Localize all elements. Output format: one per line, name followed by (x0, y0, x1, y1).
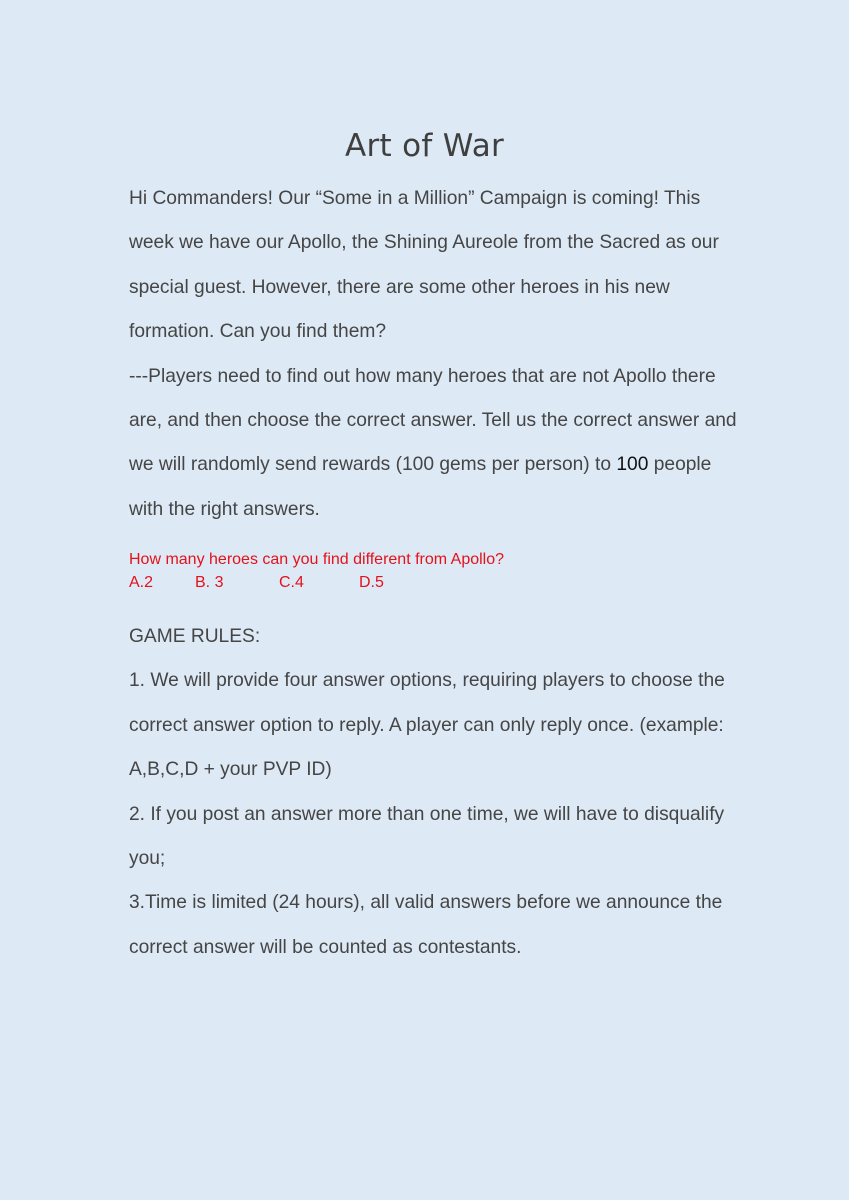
option-d: D.5 (359, 574, 384, 591)
rule-item-3: 3.Time is limited (24 hours), all valid answers before we announce the correct answer will be counted as contestants. (129, 892, 723, 958)
intro-paragraph-2 (129, 366, 737, 520)
rules-heading: GAME RULES: (129, 626, 261, 647)
rule-item-1: 1. We will provide four answer options, requiring players to choose the correct answer option to reply. A player can only reply once. (example: A,B,C,D + your PVP ID) (129, 670, 725, 781)
intro-paragraph-1: Hi Commanders! Our “Some in a Million” Campaign is coming! This week we have our Apollo, the Shining Aureole from the Sacred as our special guest. However, there are some other heroes in his new formation. Can you find them? (129, 188, 719, 343)
winner-count: 100 (616, 454, 649, 476)
intro-paragraph-2-end: people with the right answers. (129, 454, 712, 520)
option-b: B. 3 (195, 574, 224, 591)
answer-options (129, 571, 749, 594)
intro-paragraph-2-start: ---Players need to find out how many heroes that are not Apollo there are, and then choose the correct answer. Tell us the correct answer and we will randomly send rewards (100 gems per person) to (129, 365, 737, 476)
option-c: C.4 (279, 574, 304, 591)
quiz-question (129, 548, 749, 594)
question-text: How many heroes can you find different from Apollo? (129, 551, 505, 568)
rule-item-2: 2. If you post an answer more than one time, we will have to disqualify you; (129, 803, 725, 870)
intro-text (129, 177, 749, 532)
page-title: Art of War (344, 128, 505, 164)
option-a: A.2 (129, 574, 154, 591)
game-rules (129, 615, 749, 970)
